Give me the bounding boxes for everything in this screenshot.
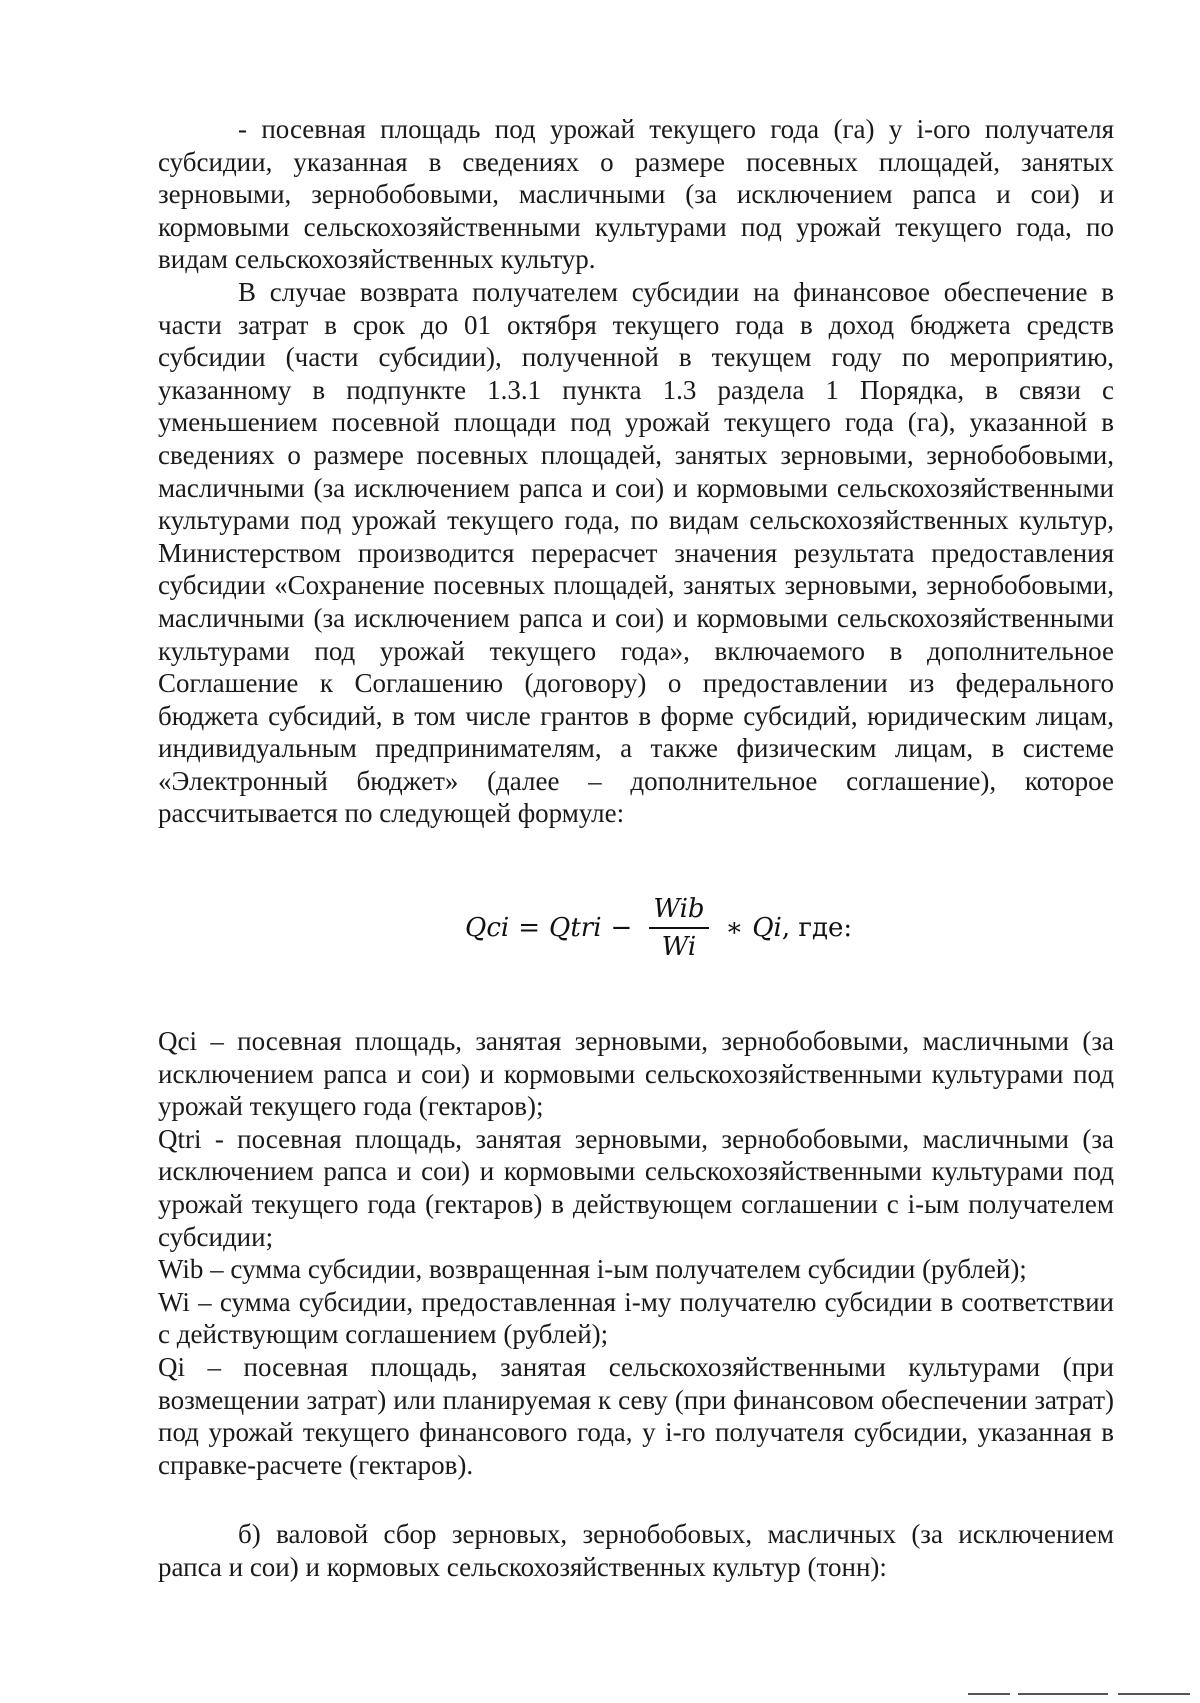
formula-term-qtri: Qtri (549, 913, 602, 943)
definition-wib: Wib – сумма субсидии, возвращенная i-ым получателем субсидии (рублей); (158, 1254, 1027, 1285)
scan-edge-mark (1018, 1693, 1108, 1695)
definition-qi: Qi – посевная площадь, занятая сельскохозяйственными культурами (при возмещении затрат) или планируемая к севу (при финансовом обеспечении затрат) под урожай текущего финансового года, у i-го получателя субсидии, указанная в справке-расчете (гектаров). (158, 1351, 1114, 1480)
formula-equals: = (518, 913, 540, 943)
definition-wi: Wi – сумма субсидии, предоставленная i-му получателю субсидии в соответствии с действующим соглашением (рублей); (158, 1286, 1114, 1350)
formula-times: ∗ (725, 913, 744, 943)
definitions-block (158, 1025, 1114, 1481)
section-b-block (158, 1518, 1114, 1583)
formula-numerator: Wib (649, 894, 708, 929)
scan-edge-mark (968, 1693, 1010, 1695)
formula-minus: − (610, 913, 633, 943)
definition-qtri: Qtri - посевная площадь, занятая зерновыми, зернобобовыми, масличными (за исключением рапса и сои) и кормовыми сельскохозяйственными культурами под урожай текущего года (гектаров) в действующем соглашении с i-ым получателем субсидии; (158, 1123, 1114, 1252)
paragraph-gross-harvest: б) валовой сбор зерновых, зернобобовых, масличных (за исключением рапса и сои) и кормовых сельскохозяйственных культур (тонн): (158, 1519, 1114, 1582)
paragraph-sown-area-item: - посевная площадь под урожай текущего года (га) у i-ого получателя субсидии, указанная в сведениях о размере посевных площадей, занятых зерновыми, зернобобовыми, масличными (за исключением рапса и сои) и кормовыми сельскохозяйственными культурами под урожай текущего года, по видам сельскохозяйственных культур. (158, 114, 1114, 275)
formula-fraction (649, 894, 708, 962)
formula-denominator: Wi (661, 932, 697, 962)
paragraph-subsidy-return: В случае возврата получателем субсидии на финансовое обеспечение в части затрат в срок до 01 октября текущего года в доход бюджета средств субсидии (части субсидии), полученной в текущем году по мероприятию, указанному в подпункте 1.3.1 пункта 1.3 раздела 1 Порядка, в связи с уменьшением посевной площади под урожай текущего года (га), указанной в сведениях о размере посевных площадей, занятых зерновыми, зернобобовыми, масличными (за исключением рапса и сои) и кормовыми сельскохозяйственными культурами под урожай текущего года, по видам сельскохозяйственных культур, Министерством производится перерасчет значения результата предоставления субсидии «Сохранение посевных площадей, занятых зерновыми, зернобобовыми, масличными (за исключением рапса и сои) и кормовыми сельскохозяйственными культурами под урожай текущего года», включаемого в дополнительное Соглашение к Соглашению (договору) о предоставлении из федерального бюджета субсидий, в том числе грантов в форме субсидий, юридическим лицам, индивидуальным предпринимателям, а также физическим лицам, в системе «Электронный бюджет» (далее – дополнительное соглашение), которое рассчитывается по следующей формуле: (158, 276, 1114, 829)
recalculation-formula (465, 888, 852, 968)
scan-edge-mark (1118, 1693, 1190, 1695)
formula-suffix: , где: (781, 913, 853, 943)
intro-text-block (158, 113, 1114, 830)
formula-lhs: Qci (465, 913, 510, 943)
formula-term-qi: Qi (752, 913, 782, 943)
definition-qci: Qci – посевная площадь, занятая зерновыми, зернобобовыми, масличными (за исключением рапса и сои) и кормовыми сельскохозяйственными культурами под урожай текущего года (гектаров); (158, 1026, 1114, 1122)
